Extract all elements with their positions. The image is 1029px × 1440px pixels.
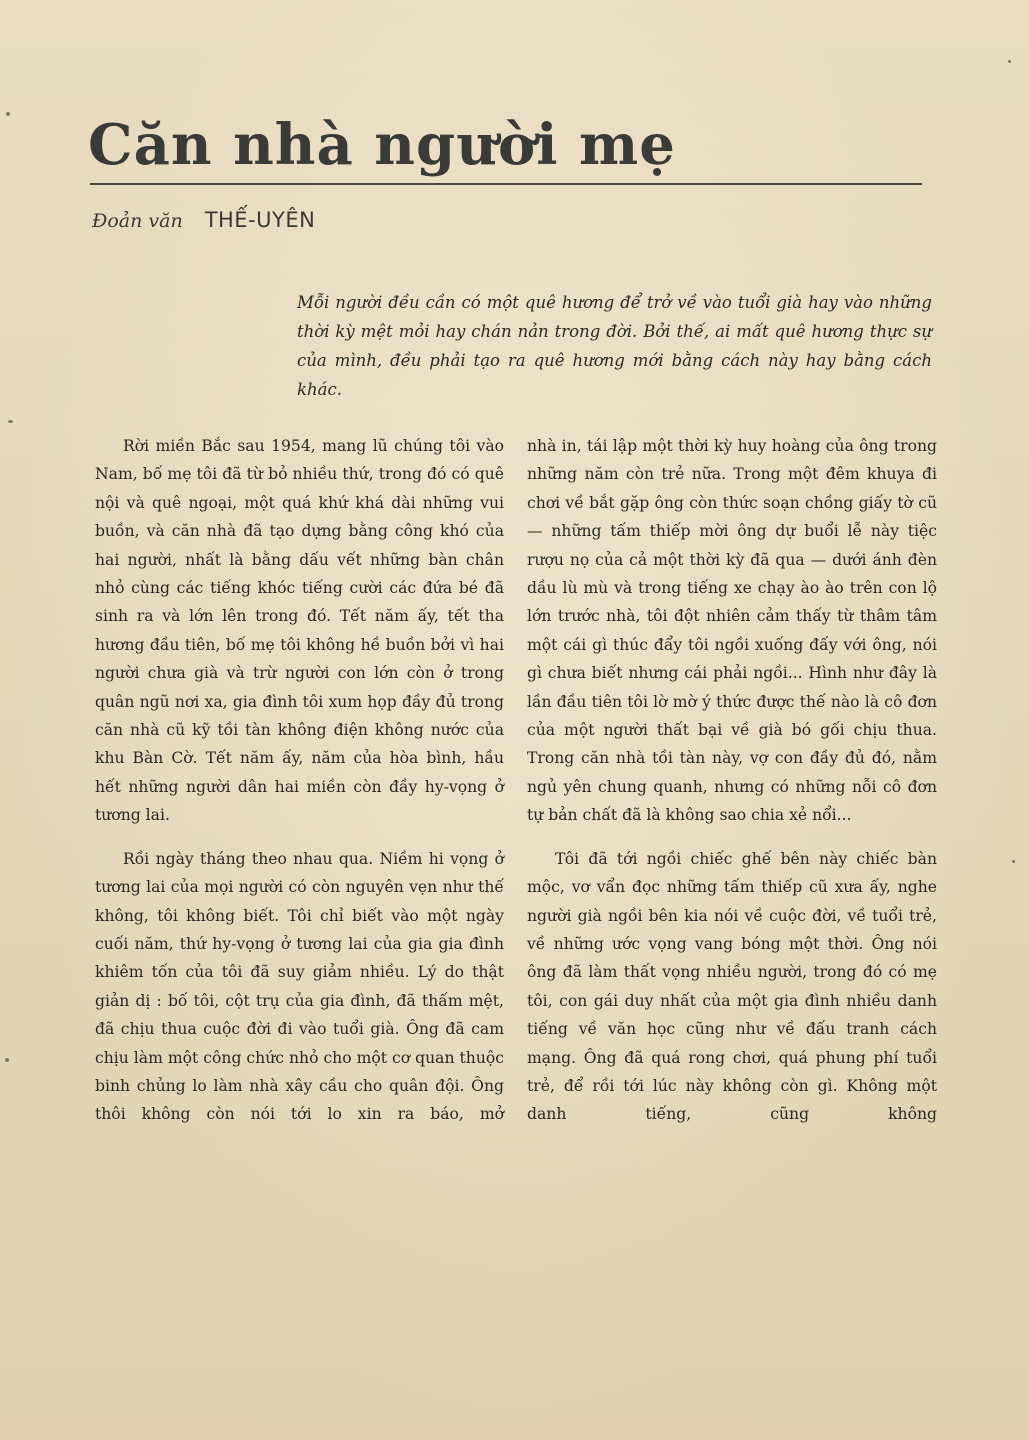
paper-speck [5, 1058, 9, 1062]
byline [92, 208, 315, 232]
paper-speck [1008, 60, 1011, 63]
article-title: Căn nhà người mẹ [88, 112, 676, 178]
title-divider [90, 183, 922, 185]
paragraph: nhà in, tái lập một thời kỳ huy hoàng của ông trong những năm còn trẻ nữa. Trong một đêm khuya đi chơi về bắt gặp ông còn thức soạn chồng giấy tờ cũ — những tấm thiếp mời ông dự buổi lễ này tiệc rượu nọ của cả một thời kỳ đã qua — dưới ánh đèn dầu lù mù và trong tiếng xe chạy ào ào trên con lộ lớn trước nhà, tôi đột nhiên cảm thấy từ thâm tâm một cái gì thúc đẩy tôi ngồi xuống đấy với ông, nói gì chưa biết nhưng cái phải ngồi... Hình như đây là lần đầu tiên tôi lờ mờ ý thức được thế nào là cô đơn của một người thất bại về già bó gối chịu thua. Trong căn nhà tồi tàn này, vợ con đầy đủ đó, nằm ngủ yên chung quanh, nhưng có những nỗi cô đơn tự bản chất đã là không sao chia xẻ nổi... [527, 437, 937, 825]
epigraph: Mỗi người đều cần có một quê hương để trở về vào tuổi già hay vào những thời kỳ mệt mỏi hay chán nản trong đời. Bởi thế, ai mất quê hương thực sự của mình, đều phải tạo ra quê hương mới bằng cách này hay bằng cách khác. [297, 293, 932, 399]
paragraph: Rồi ngày tháng theo nhau qua. Niềm hi vọng ở tương lai của mọi người có còn nguyên vẹn như thế không, tôi không biết. Tôi chỉ biết vào một ngày cuối năm, thứ hy-vọng ở tương lai của gia gia đình khiêm tốn của tôi đã suy giảm nhiều. Lý do thật giản dị : bố tôi, cột trụ của gia đình, đã thấm mệt, đã chịu thua cuộc đời đi vào tuổi già. Ông đã cam chịu làm một công chức nhỏ cho một cơ quan thuộc binh chủng lo làm nhà xây cầu cho quân đội. Ông thôi không còn nói tới lo xin ra báo, mở [95, 849, 504, 1124]
paper-speck [1012, 860, 1015, 863]
paragraph: Tôi đã tới ngồi chiếc ghế bên này chiếc bàn mộc, vơ vẩn đọc những tấm thiếp cũ xưa ấy, nghe người già ngồi bên kia nói về cuộc đời, về tuổi trẻ, về những ước vọng vang bóng một thời. Ông nói ông đã làm thất vọng nhiều người, trong đó có mẹ tôi, con gái duy nhất của một gia đình nhiều danh tiếng về văn học cũng như về đấu tranh cách mạng. Ông đã quá rong chơi, quá phung phí tuổi trẻ, để rồi tới lúc này không còn gì. Không một danh tiếng, cũng không [527, 849, 937, 1124]
paper-speck [8, 420, 13, 423]
byline-prefix: Đoản văn [92, 210, 183, 232]
paper-speck [6, 112, 10, 116]
author-name: THẾ-UYÊN [204, 208, 316, 232]
paragraph: Rời miền Bắc sau 1954, mang lũ chúng tôi vào Nam, bố mẹ tôi đã từ bỏ nhiều thứ, trong đó có quê nội và quê ngoại, một quá khứ khá dài những vui buồn, và căn nhà đã tạo dựng bằng công khó của hai người, nhất là bằng dấu vết những bàn chân nhỏ cùng các tiếng khóc tiếng cười các đứa bé đã sinh ra và lớn lên trong đó. Tết năm ấy, tết tha hương đầu tiên, bố mẹ tôi không hề buồn bởi vì hai người chưa già và trừ người con lớn còn ở trong quân ngũ nơi xa, gia đình tôi xum họp đầy đủ trong căn nhà cũ kỹ tồi tàn không điện không nước của khu Bàn Cờ. Tết năm ấy, năm của hòa bình, hầu hết những người dân hai miền còn đầy hy-vọng ở tương lai. [95, 437, 504, 825]
left-column [95, 432, 504, 1129]
right-column [527, 432, 937, 1129]
